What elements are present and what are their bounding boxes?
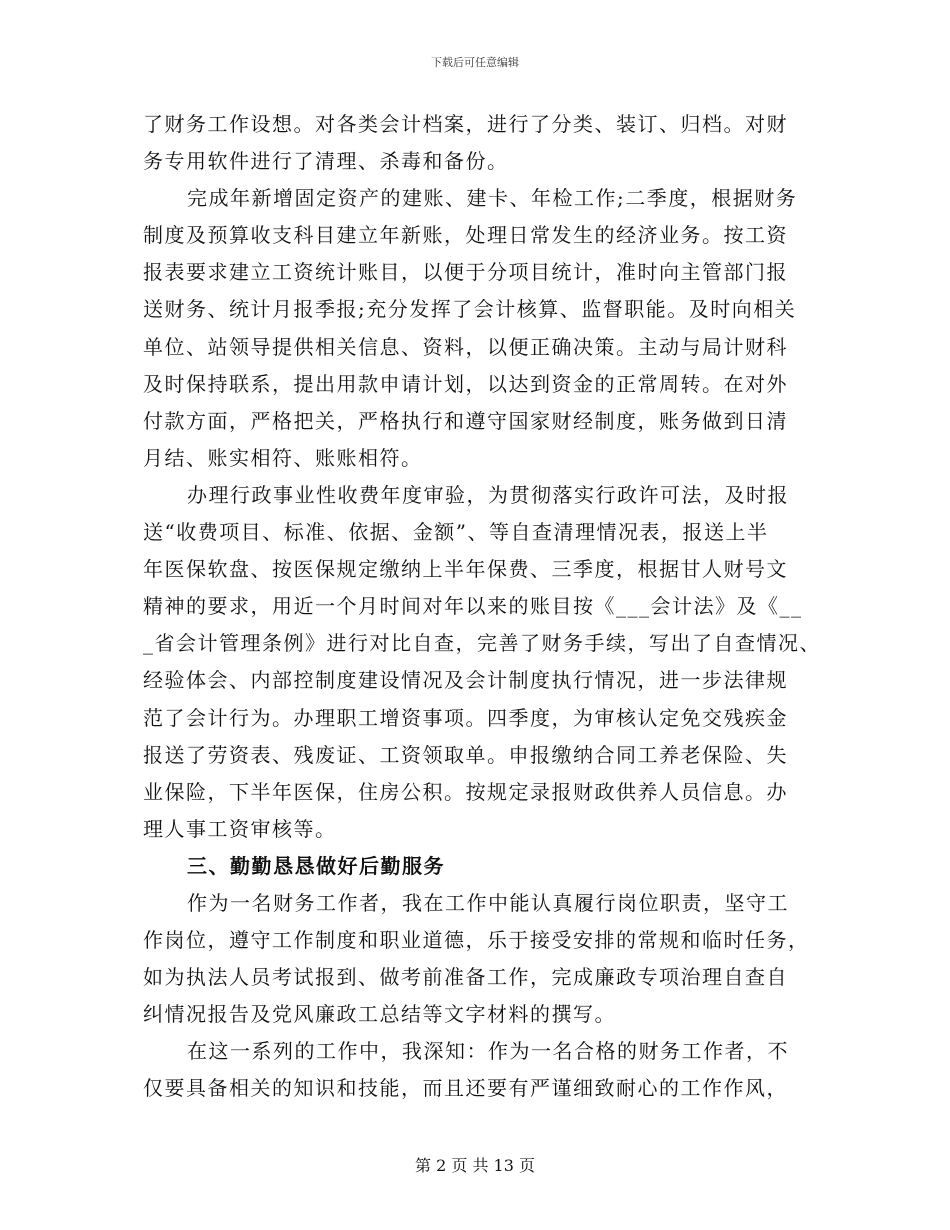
text-line: _省会计管理条例》进行对比自查，完善了财务手续，写出了自查情况、: [143, 631, 821, 656]
text-line: 送财务、统计月报季报;充分发挥了会计核算、监督职能。及时向相关: [143, 297, 797, 322]
section-heading: 三、勤勤恳恳做好后勤服务: [187, 853, 445, 878]
text-line: 仅要具备相关的知识和技能，而且还要有严谨细致耐心的工作作风，: [143, 1076, 788, 1101]
text-line: 办理行政事业性收费年度审验，为贯彻落实行政许可法，及时报: [187, 482, 789, 507]
text-line: 作为一名财务工作者，我在工作中能认真履行岗位职责，坚守工: [187, 890, 789, 915]
text-line: 务专用软件进行了清理、杀毒和备份。: [143, 149, 509, 174]
text-line: 制度及预算收支科目建立年新账，处理日常发生的经济业务。按工资: [143, 223, 788, 248]
page-number-footer: 第 2 页 共 13 页: [415, 1156, 535, 1175]
text-line: 及时保持联系，提出用款申请计划，以达到资金的正常周转。在对外: [143, 371, 788, 396]
text-line: 作岗位，遵守工作制度和职业道德，乐于接受安排的常规和临时任务，: [143, 928, 810, 953]
text-line: 单位、站领导提供相关信息、资料，以便正确决策。主动与局计财科: [143, 334, 788, 359]
text-line: 送“收费项目、标准、依据、金额”、等自查清理情况表，报送上半: [143, 520, 769, 545]
document-body: [143, 106, 833, 1108]
text-line: 付款方面，严格把关，严格执行和遵守国家财经制度，账务做到日清: [143, 408, 788, 433]
text-line: 范了会计行为。办理职工增资事项。四季度，为审核认定免交残疾金: [143, 705, 788, 730]
text-line: 报表要求建立工资统计账目，以便于分项目统计，准时向主管部门报: [143, 260, 788, 285]
text-line: 纠情况报告及党风廉政工总结等文字材料的撰写。: [143, 1002, 616, 1027]
text-line: 完成年新增固定资产的建账、建卡、年检工作;二季度，根据财务: [187, 186, 798, 211]
text-line: 业保险，下半年医保，住房公积。按规定录报财政供养人员信息。办: [143, 779, 788, 804]
text-line: 年医保软盘、按医保规定缴纳上半年保费、三季度，根据甘人财号文: [143, 557, 788, 582]
text-line: 如为执法人员考试报到、做考前准备工作，完成廉政专项治理自查自: [143, 965, 788, 990]
text-line: 理人事工资审核等。: [143, 816, 337, 841]
text-line: 经验体会、内部控制度建设情况及会计制度执行情况，进一步法律规: [143, 668, 788, 693]
text-line: 报送了劳资表、残废证、工资领取单。申报缴纳合同工养老保险、失: [143, 742, 788, 767]
text-line: 在这一系列的工作中，我深知：作为一名合格的财务工作者，不: [187, 1039, 789, 1064]
text-line: 精神的要求，用近一个月时间对年以来的账目按《___会计法》及《__: [143, 594, 803, 619]
text-line: 月结、账实相符、账账相符。: [143, 445, 423, 470]
text-line: 了财务工作设想。对各类会计档案，进行了分类、装订、归档。对财: [143, 112, 788, 136]
page-header: 下载后可任意编辑: [431, 56, 519, 69]
